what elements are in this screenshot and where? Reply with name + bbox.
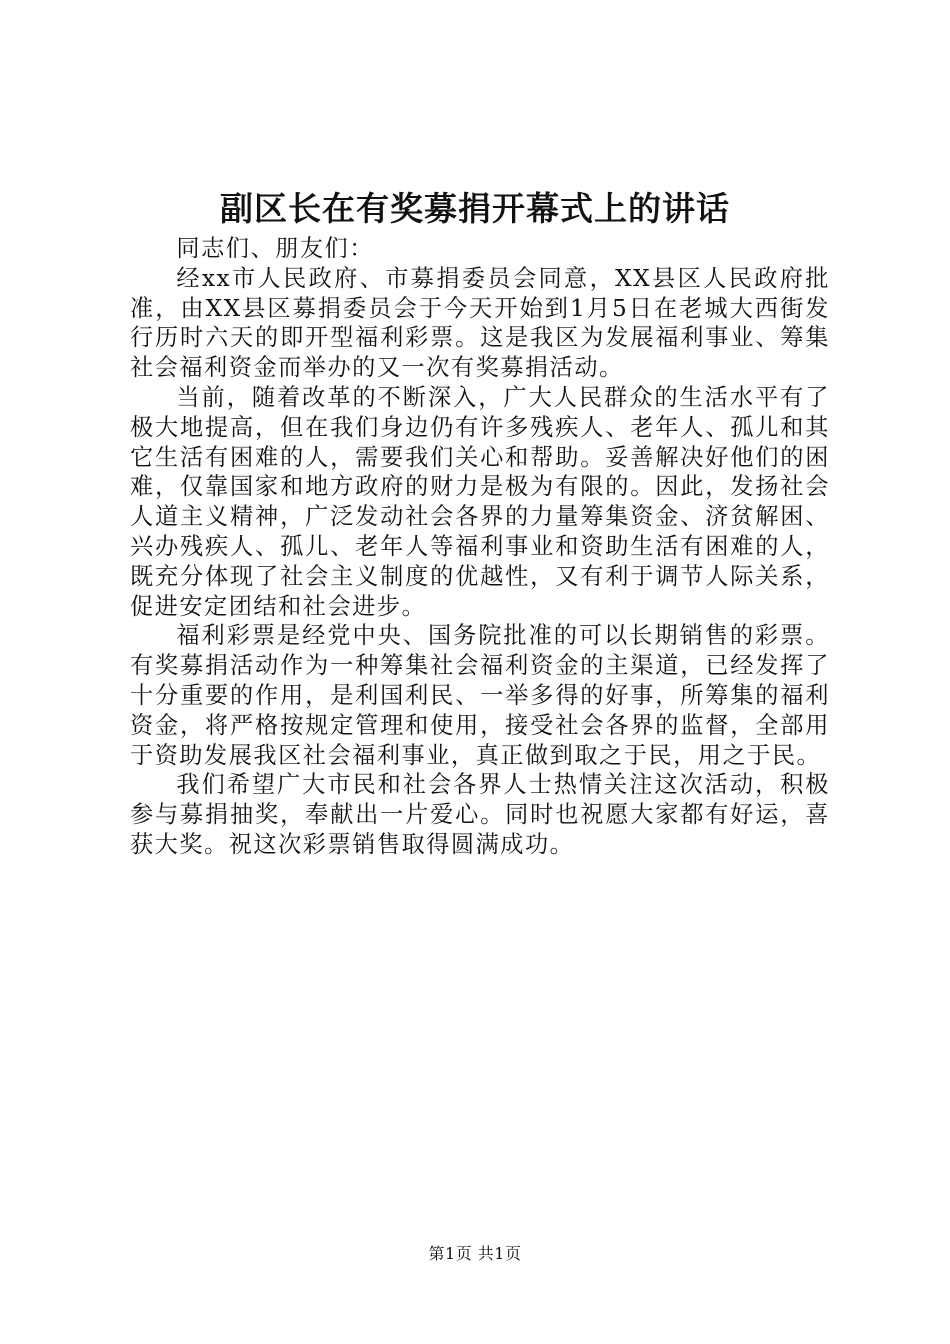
document-title: 副区长在有奖募捐开幕式上的讲话 bbox=[220, 189, 730, 228]
paragraph-3: 福利彩票是经党中央、国务院批准的可以长期销售的彩票。有奖募捐活动作为一种筹集社会福利资金的主渠道，已经发挥了十分重要的作用，是利国利民、一举多得的好事，所筹集的福利资金，将严格按规定管理和使用，接受社会各界的监督，全部用于资助发展我区社会福利事业，真正做到取之于民，用之于民。 bbox=[130, 622, 830, 769]
paragraph-4: 我们希望广大市民和社会各界人士热情关注这次活动，积极参与募捐抽奖，奉献出一片爱心。同时也祝愿大家都有好运，喜获大奖。祝这次彩票销售取得圆满成功。 bbox=[130, 771, 830, 858]
document-body bbox=[130, 234, 830, 860]
paragraph-2: 当前，随着改革的不断深入，广大人民群众的生活水平有了极大地提高，但在我们身边仍有许多残疾人、老年人、孤儿和其它生活有困难的人，需要我们关心和帮助。妥善解决好他们的困难，仅靠国家和地方政府的财力是极为有限的。因此，发扬社会人道主义精神，广泛发动社会各界的力量筹集资金、济贫解困、兴办残疾人、孤儿、老年人等福利事业和资助生活有困难的人，既充分体现了社会主义制度的优越性，又有利于调节人际关系，促进安定团结和社会进步。 bbox=[130, 383, 830, 620]
page-footer: 第1页 共1页 bbox=[428, 1244, 522, 1263]
greeting-line: 同志们、朋友们： bbox=[176, 235, 374, 262]
paragraph-1: 经xx市人民政府、市募捐委员会同意，XX县区人民政府批准，由XX县区募捐委员会于今天开始到1月5日在老城大西街发行历时六天的即开型福利彩票。这是我区为发展福利事业、筹集社会福利资金而举办的又一次有奖募捐活动。 bbox=[130, 264, 830, 382]
